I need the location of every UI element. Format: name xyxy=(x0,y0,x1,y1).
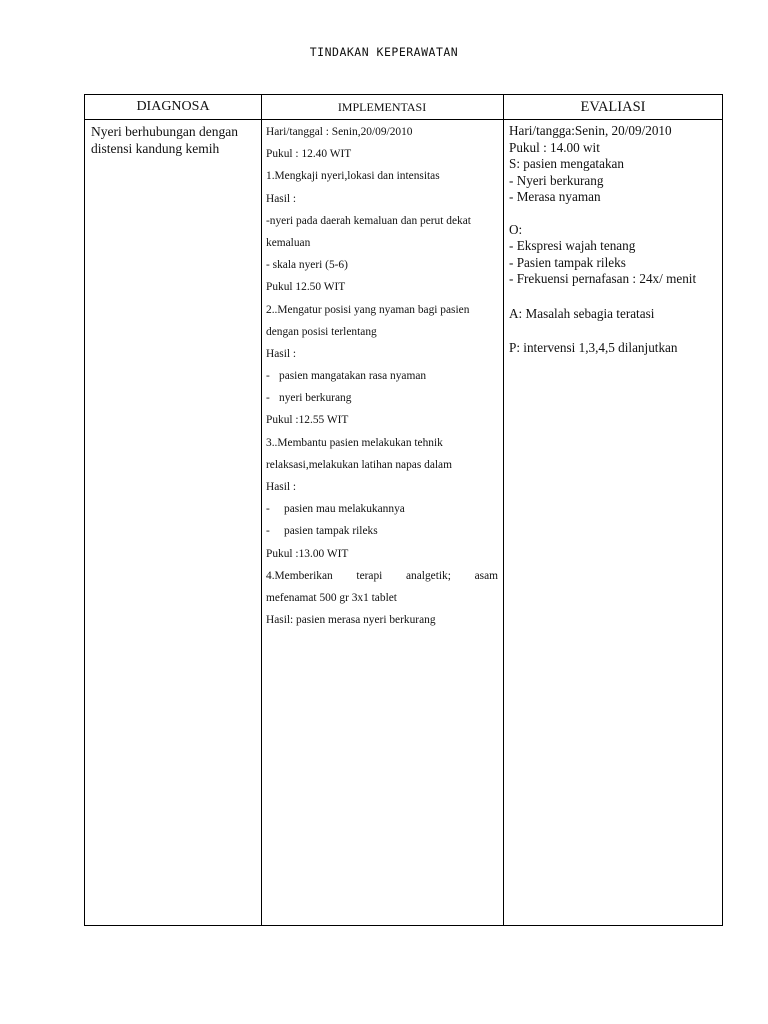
eval-line: A: Masalah sebagia teratasi xyxy=(509,305,655,321)
impl-line: Hasil: pasien merasa nyeri berkurang xyxy=(266,614,436,627)
eval-line: Hari/tangga:Senin, 20/09/2010 xyxy=(509,123,672,138)
header-implementasi: IMPLEMENTASI xyxy=(337,99,427,114)
impl-line: mefenamat 500 gr 3x1 tablet xyxy=(266,591,397,604)
impl-line: 3..Membantu pasien melakukan tehnik xyxy=(266,436,443,449)
header-divider xyxy=(85,119,722,120)
impl-word: analgetik; xyxy=(406,569,451,582)
impl-line-text: nyeri berkurang xyxy=(279,392,352,405)
impl-word: terapi xyxy=(356,569,383,582)
eval-line: - Nyeri berkurang xyxy=(509,172,604,188)
impl-line: kemaluan xyxy=(266,236,311,249)
impl-line: Hasil : xyxy=(266,347,297,360)
impl-line: 2..Mengatur posisi yang nyaman bagi pasien xyxy=(266,303,470,316)
header-diagnosa: DIAGNOSA xyxy=(136,99,210,114)
impl-line: Pukul 12.50 WIT xyxy=(266,281,346,294)
column-divider xyxy=(261,95,262,925)
impl-justified-line xyxy=(266,567,498,589)
impl-word: 4.Memberikan xyxy=(266,569,333,582)
impl-line-text: pasien mangatakan rasa nyaman xyxy=(279,370,427,383)
impl-line: Pukul :12.55 WIT xyxy=(266,414,349,427)
impl-bullet-line: - nyeri berkurang xyxy=(266,392,352,405)
nursing-action-table xyxy=(84,94,723,926)
page-title: TINDAKAN KEPERAWATAN xyxy=(309,45,459,59)
impl-bullet-line: - pasien tampak rileks xyxy=(266,525,378,538)
impl-word: asam xyxy=(474,569,498,582)
impl-line-text: pasien mau melakukannya xyxy=(284,503,405,516)
header-evaliasi: EVALIASI xyxy=(580,98,646,115)
diagnosa-cell xyxy=(91,123,257,157)
column-divider xyxy=(503,95,504,925)
impl-line: relaksasi,melakukan latihan napas dalam xyxy=(266,458,452,471)
diagnosa-line: distensi kandung kemih xyxy=(91,141,220,156)
impl-line: Hasil : xyxy=(266,481,297,493)
impl-line: -nyeri pada daerah kemaluan dan perut dekat xyxy=(266,214,471,227)
eval-line: P: intervensi 1,3,4,5 dilanjutkan xyxy=(509,340,678,355)
impl-line: Hasil : xyxy=(266,192,297,205)
impl-line: Hari/tanggal : Senin,20/09/2010 xyxy=(266,126,413,138)
impl-line: Pukul :13.00 WIT xyxy=(266,547,349,560)
eval-line: - Pasien tampak rileks xyxy=(509,254,626,270)
impl-bullet-line: - pasien mau melakukannya xyxy=(266,503,405,516)
impl-line: 1.Mengkaji nyeri,lokasi dan intensitas xyxy=(266,170,440,183)
impl-bullet-line: - pasien mangatakan rasa nyaman xyxy=(266,370,427,383)
eval-line: O: xyxy=(509,221,523,237)
eval-line: - Frekuensi pernafasan : 24x/ menit xyxy=(509,271,697,286)
eval-line: - Merasa nyaman xyxy=(509,189,601,204)
implementasi-cell xyxy=(266,123,498,633)
impl-line: dengan posisi terlentang xyxy=(266,325,377,338)
eval-line: S: pasien mengatakan xyxy=(509,156,624,171)
impl-line-text: pasien tampak rileks xyxy=(284,525,378,538)
impl-line: - skala nyeri (5-6) xyxy=(266,259,348,272)
evaliasi-cell xyxy=(509,123,719,357)
eval-line: Pukul : 14.00 wit xyxy=(509,139,600,155)
eval-line: - Ekspresi wajah tenang xyxy=(509,238,636,253)
impl-line: Pukul : 12.40 WIT xyxy=(266,148,352,161)
diagnosa-line: Nyeri berhubungan dengan xyxy=(91,124,238,139)
